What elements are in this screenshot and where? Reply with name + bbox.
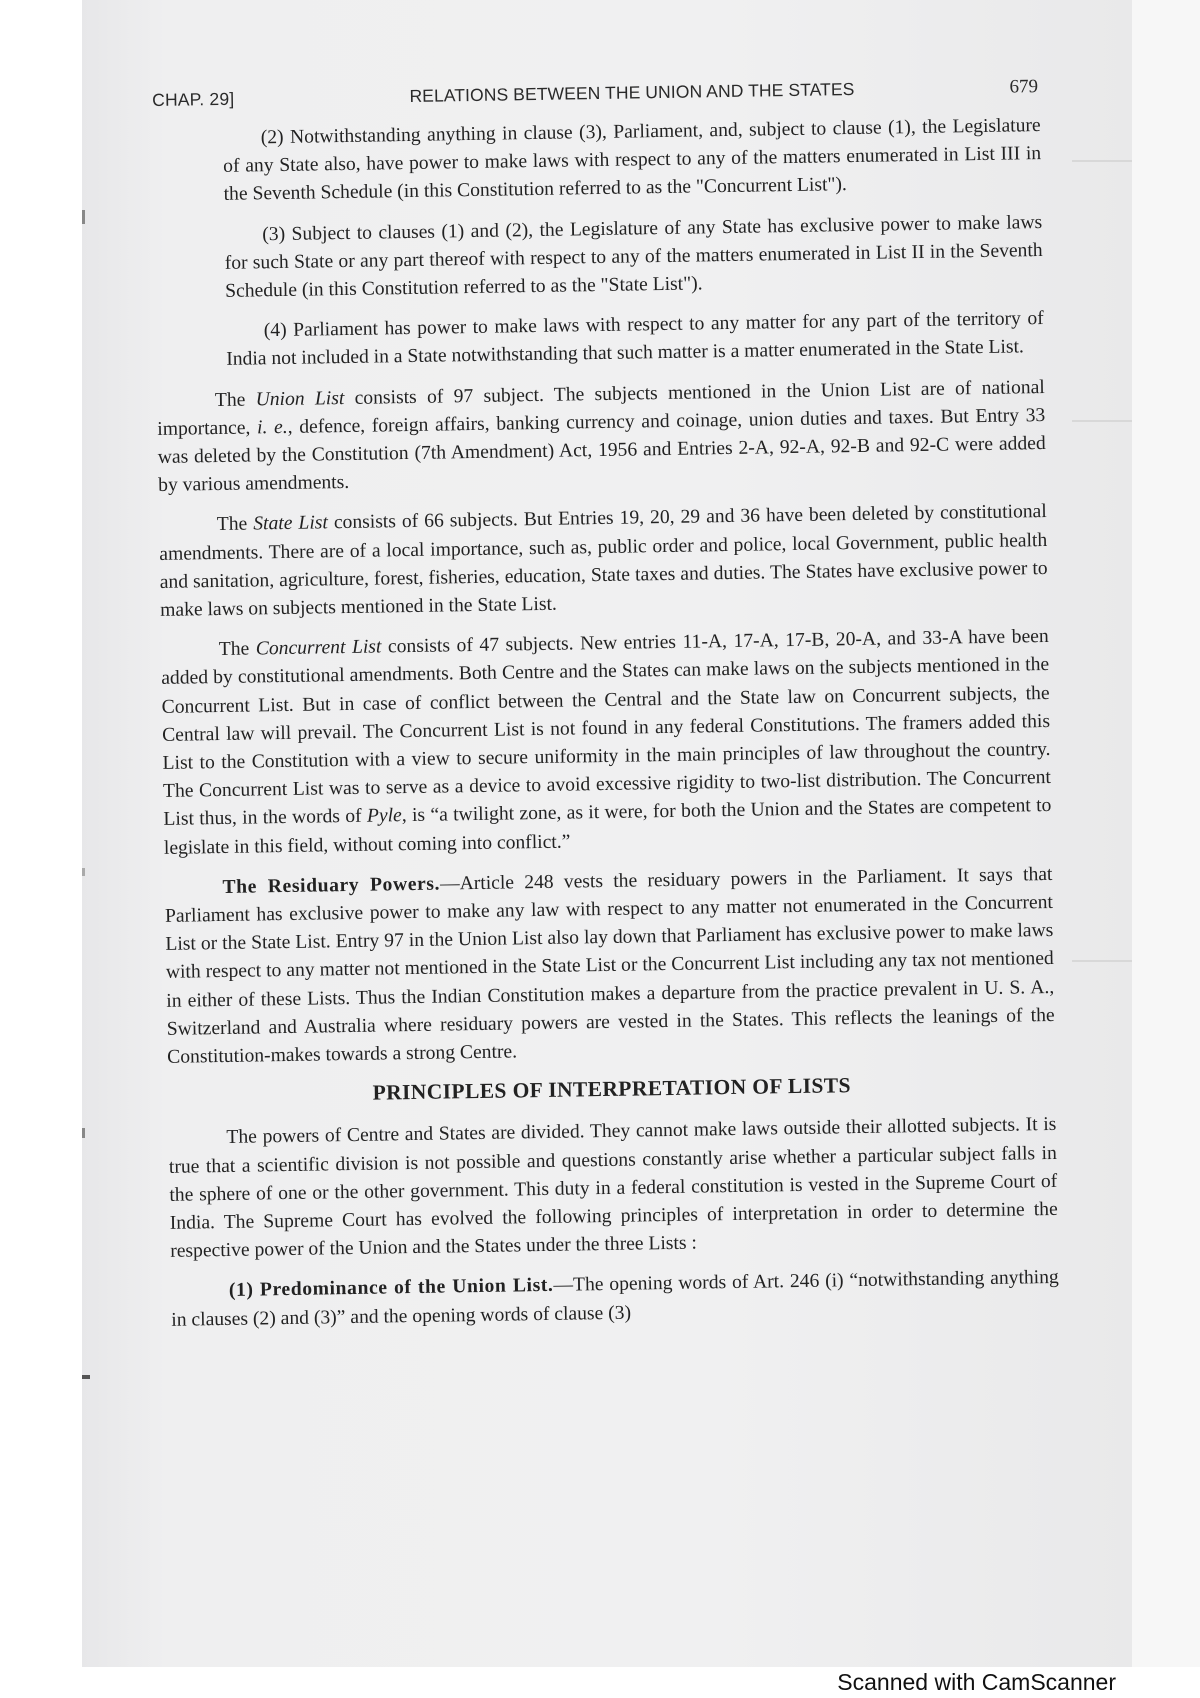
concurrent-list-paragraph [161, 623, 1052, 863]
state-list-term: State List [253, 512, 329, 535]
predominance-paragraph [171, 1264, 1060, 1334]
concurrent-list-author: Pyle [366, 805, 402, 828]
bleed-through-line [1072, 420, 1132, 422]
concurrent-list-term: Concurrent List [255, 636, 382, 660]
chapter-title: RELATIONS BETWEEN THE UNION AND THE STATES [409, 78, 855, 106]
page-edge-strip [1132, 0, 1200, 1667]
scan-edge-mark [82, 210, 85, 224]
union-list-ie: i. e. [256, 416, 288, 439]
residuary-powers-paragraph [164, 861, 1055, 1072]
state-list-lead: The [216, 513, 254, 536]
union-list-paragraph [157, 374, 1047, 501]
chapter-label: CHAP. 29] [152, 88, 235, 110]
state-list-paragraph [159, 498, 1049, 625]
book-page [152, 76, 1060, 1347]
union-list-lead: The [214, 389, 256, 411]
concurrent-list-text-1: consists of 47 subjects. New entries 11-A, 17-A, 17-B, 20-A, and 33-A have been added by constitutional amendments. Both Centre and the States can make laws on the subjects mentioned in the Concurrent List. But in case of conflict between the Central and the State law on Concurrent subjects, the Central law will prevail. The Concurrent List is not found in any federal Constitutions. The framers added this List to the Constitution with a view to secure uniformity in the main principles of law throughout the country. The Concurrent List was to serve as a device to avoid excessive rigidity to two-list distribution. The Concurrent List thus, in the words of [161, 626, 1052, 831]
concurrent-list-lead: The [218, 638, 256, 661]
page-number: 679 [1009, 76, 1039, 98]
residuary-powers-text: —Article 248 vests the residuary powers in the Parliament. It says that Parliament has exclusive power to make any law with respect to any matter not enumerated in the Concurrent List or the State List. Entry 97 in the Union List also lay down that Parliament has exclusive power to make laws with respect to any matter not mentioned in the State List or the Concurrent List including any tax not mentioned in either of these Lists. Thus the Indian Constitution makes a departure from the practice prevalent in U. S. A., Switzerland and Australia where residuary powers are vested in the States. This reflects the leanings of the Constitution-makes towards a strong Centre. [164, 863, 1055, 1068]
clause-4: (4) Parliament has power to make laws with respect to any matter for any part of the territory of India not included in a State notwithstanding that such matter is a matter enumerated in the State List. [226, 308, 1044, 371]
scan-edge-mark [82, 868, 85, 876]
bleed-through-line [1072, 960, 1132, 962]
interpretation-intro-paragraph: The powers of Centre and States are divided. They cannot make laws outside their allotted subjects. It is true that a scientific division is not possible and questions constantly arise whether a particular subject falls in the sphere of one or the other government. This duty in a federal constitution is vested in the Supreme Court of India. The Supreme Court has evolved the following principles of interpretation in order to determine the respective power of the Union and the States under the three Lists : [168, 1114, 1058, 1262]
scan-edge-mark [82, 1128, 85, 1138]
clause-2: (2) Notwithstanding anything in clause (3), Parliament, and, subject to clause (1), the Legislature of any State also, have power to make laws with respect to any of the matters enumerated in List III in the Seventh Schedule (in this Constitution referred to as the "Concurrent List"). [223, 115, 1042, 206]
state-list-text: consists of 66 subjects. But Entries 19, 20, 29 and 36 have been deleted by constitutional amendments. There are of a local importance, such as, public order and police, local Government, public health and sanitation, agriculture, forest, fisheries, education, State taxes and duties. The States have exclusive power to make laws on subjects mentioned in the State List. [159, 501, 1048, 621]
union-list-text-2: , defence, foreign affairs, banking currency and coinage, union duties and taxes. But Entry 33 was deleted by the Constitution (7th Amendment) Act, 1956 and Entries 2-A, 92-A, 92-B and 92-C were added by various amendments. [157, 404, 1046, 497]
union-list-term: Union List [255, 387, 345, 411]
clause-3: (3) Subject to clauses (1) and (2), the Legislature of any State has exclusive power to make laws for such State or any part thereof with respect to any of the matters enumerated in List II in the Seventh Schedule (in this Constitution referred to as the "State List"). [224, 211, 1043, 302]
scanner-watermark: Scanned with CamScanner [837, 1669, 1116, 1695]
predominance-text: —The opening words of Art. 246 (i) “notwithstanding anything in clauses (2) and (3)” and the opening words of clause (3) [171, 1267, 1059, 1331]
scan-edge-mark [82, 1375, 90, 1379]
union-list-text-1: consists of 97 subject. The subjects mentioned in the Union List are of national importance, [157, 376, 1045, 440]
concurrent-list-text-2: , is “a twilight zone, as it were, for both the Union and the States are competent to legislate in this field, without coming into conflict.” [163, 795, 1052, 859]
residuary-powers-runin: The Residuary Powers. [222, 873, 441, 898]
predominance-runin: (1) Predominance of the Union List. [228, 1275, 554, 1302]
bleed-through-line [1072, 160, 1132, 162]
section-heading: PRINCIPLES OF INTERPRETATION OF LISTS [372, 1073, 852, 1105]
